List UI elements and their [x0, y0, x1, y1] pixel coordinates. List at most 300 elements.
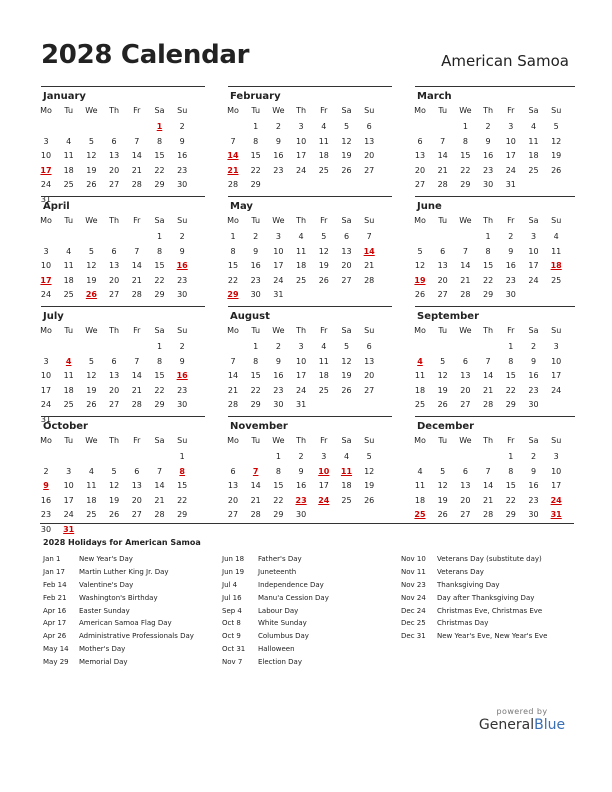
month-rule — [228, 306, 392, 307]
day-cell: 22 — [227, 275, 239, 285]
day-cell: 2 — [179, 342, 185, 351]
page-title: 2028 Calendar — [41, 40, 250, 70]
holiday-day-cell: 26 — [85, 290, 97, 300]
weekday-header: Fr — [133, 216, 141, 225]
weekday-header: Fr — [133, 106, 141, 115]
day-cell: 7 — [156, 466, 163, 476]
day-cell: 1 — [253, 342, 259, 351]
day-cell: 15 — [177, 481, 188, 491]
day-cell: 25 — [318, 385, 329, 395]
month-august — [228, 306, 392, 410]
day-cell: 13 — [437, 261, 448, 271]
day-cell: 29 — [505, 400, 516, 410]
day-cell: 1 — [253, 122, 259, 131]
day-cell: 22 — [460, 165, 471, 175]
day-cell: 26 — [341, 165, 352, 175]
holiday-date: Jan 1 — [43, 555, 61, 563]
day-cell: 14 — [483, 371, 494, 381]
holiday-date: Apr 26 — [43, 632, 67, 641]
day-cell: 29 — [154, 400, 165, 410]
weekday-header: Fr — [507, 436, 515, 445]
day-cell: 22 — [483, 275, 494, 285]
weekday-header: We — [85, 106, 98, 115]
holiday-name: New Year's Eve, New Year's Eve — [437, 632, 548, 641]
generalblue-logo[interactable] — [474, 716, 570, 734]
day-cell: 25 — [86, 510, 97, 520]
holiday-name: Day after Thanksgiving Day — [437, 593, 535, 602]
day-cell: 13 — [109, 371, 120, 381]
day-cell: 23 — [528, 385, 539, 395]
day-cell: 8 — [156, 246, 163, 256]
day-cell: 28 — [227, 180, 239, 190]
holiday-name: Christmas Day — [437, 619, 489, 628]
weekday-header: Su — [177, 436, 188, 445]
day-cell: 20 — [109, 385, 120, 395]
holiday-day-cell: 17 — [40, 275, 52, 285]
day-cell: 12 — [341, 356, 352, 366]
day-cell: 21 — [483, 495, 494, 505]
holiday-day-cell: 19 — [414, 275, 426, 285]
day-cell: 9 — [179, 356, 185, 366]
day-cell: 2 — [43, 466, 49, 476]
day-cell: 26 — [414, 290, 426, 300]
holiday-date: Nov 24 — [401, 593, 426, 602]
day-cell: 2 — [508, 232, 514, 241]
day-cell: 13 — [460, 481, 471, 491]
day-cell: 31 — [273, 290, 284, 300]
day-cell: 20 — [227, 495, 239, 505]
holiday-name: Christmas Eve, Christmas Eve — [437, 606, 543, 615]
weekday-header: Mo — [414, 436, 426, 445]
day-cell: 30 — [296, 510, 307, 520]
holiday-day-cell: 29 — [227, 290, 239, 300]
day-cell: 11 — [63, 151, 74, 161]
day-cell: 15 — [227, 261, 239, 271]
day-cell: 17 — [528, 261, 539, 271]
weekday-header: We — [85, 436, 98, 445]
day-cell: 1 — [156, 342, 163, 351]
day-cell: 27 — [341, 275, 352, 285]
month-october — [40, 416, 205, 534]
day-cell: 22 — [273, 495, 284, 505]
holiday-name: Thanksgiving Day — [437, 580, 500, 589]
day-cell: 21 — [131, 165, 142, 175]
day-cell: 20 — [341, 261, 352, 271]
weekday-header: Tu — [438, 216, 448, 225]
holiday-day-cell: 7 — [252, 466, 259, 476]
day-cell: 11 — [63, 261, 74, 271]
weekday-header: Su — [364, 216, 375, 225]
weekday-header: Mo — [227, 326, 239, 335]
day-cell: 1 — [508, 342, 514, 351]
month-september — [415, 306, 575, 410]
weekday-header: Tu — [251, 436, 261, 445]
day-cell: 18 — [63, 385, 74, 395]
day-cell: 30 — [177, 400, 188, 410]
weekday-header: Sa — [154, 216, 165, 225]
day-cell: 11 — [318, 356, 329, 366]
day-cell: 18 — [318, 151, 329, 161]
day-cell: 4 — [553, 232, 559, 241]
day-cell: 2 — [485, 122, 491, 131]
day-cell: 12 — [341, 136, 352, 146]
day-cell: 28 — [227, 400, 239, 410]
month-name: January — [43, 91, 86, 102]
weekday-header: We — [85, 216, 98, 225]
day-cell: 19 — [109, 495, 120, 505]
weekday-header: Su — [177, 326, 188, 335]
day-cell: 25 — [551, 275, 562, 285]
day-cell: 16 — [250, 261, 261, 271]
weekday-header: Su — [551, 326, 562, 335]
day-cell: 4 — [530, 122, 537, 131]
day-cell: 12 — [551, 136, 562, 146]
holiday-name: Veterans Day (substitute day) — [437, 555, 542, 563]
holiday-date: Oct 8 — [222, 619, 241, 628]
day-cell: 28 — [364, 275, 375, 285]
day-cell: 3 — [321, 452, 327, 461]
day-cell: 24 — [40, 290, 52, 300]
day-cell: 31 — [296, 400, 307, 410]
day-cell: 10 — [551, 466, 562, 476]
day-cell: 26 — [551, 165, 562, 175]
day-cell: 23 — [528, 495, 539, 505]
day-cell: 27 — [414, 180, 426, 190]
day-cell: 13 — [131, 481, 142, 491]
day-cell: 21 — [227, 385, 239, 395]
day-cell: 12 — [364, 466, 375, 476]
day-cell: 17 — [318, 481, 329, 491]
day-cell: 10 — [40, 151, 52, 161]
day-cell: 1 — [508, 452, 514, 461]
day-cell: 4 — [88, 466, 94, 476]
month-rule — [228, 196, 392, 197]
holiday-name: Columbus Day — [258, 632, 309, 641]
day-cell: 3 — [553, 342, 559, 351]
day-cell: 10 — [528, 246, 539, 256]
holiday-day-cell: 31 — [63, 525, 75, 534]
day-cell: 21 — [437, 165, 448, 175]
day-cell: 8 — [253, 356, 259, 366]
holiday-name: Administrative Professionals Day — [79, 632, 194, 641]
holiday-name: White Sunday — [258, 619, 307, 628]
holiday-date: Apr 17 — [43, 619, 67, 628]
day-cell: 2 — [253, 232, 259, 241]
day-cell: 28 — [437, 180, 448, 190]
day-cell: 14 — [483, 481, 494, 491]
day-cell: 5 — [88, 246, 94, 256]
weekday-header: Fr — [320, 326, 328, 335]
day-cell: 25 — [528, 165, 539, 175]
day-cell: 18 — [414, 385, 426, 395]
day-cell: 2 — [530, 342, 537, 351]
day-cell: 8 — [156, 356, 163, 366]
day-cell: 5 — [366, 452, 372, 461]
day-cell: 29 — [483, 290, 494, 300]
day-cell: 30 — [177, 290, 188, 300]
holiday-day-cell: 1 — [156, 122, 163, 131]
day-cell: 9 — [530, 356, 537, 366]
day-cell: 15 — [505, 371, 516, 381]
day-cell: 9 — [179, 136, 185, 146]
day-cell: 24 — [273, 275, 284, 285]
holiday-day-cell: 14 — [363, 246, 375, 256]
month-name: December — [417, 421, 475, 432]
holiday-name: American Samoa Flag Day — [79, 619, 172, 628]
day-cell: 10 — [505, 136, 516, 146]
day-cell: 2 — [530, 452, 537, 461]
day-cell: 19 — [318, 261, 329, 271]
holiday-date: Nov 7 — [222, 658, 243, 667]
day-cell: 20 — [131, 495, 142, 505]
holiday-day-cell: 23 — [295, 495, 307, 505]
month-rule — [228, 416, 392, 417]
day-cell: 8 — [508, 466, 514, 476]
day-cell: 8 — [485, 246, 491, 256]
day-cell: 27 — [460, 400, 471, 410]
holiday-day-cell: 24 — [550, 495, 562, 505]
day-cell: 3 — [43, 136, 49, 146]
weekday-header: Th — [109, 106, 120, 115]
month-rule — [415, 416, 575, 417]
day-cell: 22 — [250, 165, 261, 175]
day-cell: 26 — [341, 385, 352, 395]
day-cell: 20 — [414, 165, 426, 175]
day-cell: 15 — [460, 151, 471, 161]
weekday-header: Tu — [64, 216, 74, 225]
day-cell: 24 — [40, 400, 52, 410]
day-cell: 16 — [505, 261, 516, 271]
day-cell: 10 — [40, 261, 52, 271]
day-cell: 27 — [109, 180, 120, 190]
month-rule — [228, 86, 392, 87]
day-cell: 1 — [179, 452, 185, 461]
day-cell: 24 — [296, 165, 307, 175]
day-cell: 17 — [40, 385, 52, 395]
weekday-header: Th — [483, 436, 494, 445]
day-cell: 23 — [483, 165, 494, 175]
day-cell: 25 — [296, 275, 307, 285]
weekday-header: Su — [364, 436, 375, 445]
holiday-date: Nov 10 — [401, 555, 426, 563]
holiday-date: Jan 17 — [43, 567, 65, 576]
day-cell: 27 — [364, 385, 375, 395]
day-cell: 16 — [528, 481, 539, 491]
day-cell: 13 — [460, 371, 471, 381]
day-cell: 22 — [505, 495, 516, 505]
powered-by-text: powered by — [496, 707, 548, 716]
holiday-date: Oct 9 — [222, 632, 241, 641]
day-cell: 9 — [275, 356, 281, 366]
holiday-date: Dec 31 — [401, 632, 426, 641]
day-cell: 15 — [250, 371, 261, 381]
day-cell: 9 — [179, 246, 185, 256]
holiday-day-cell: 16 — [176, 261, 188, 271]
holiday-day-cell: 9 — [43, 481, 49, 491]
weekday-header: Sa — [341, 106, 352, 115]
day-cell: 20 — [437, 275, 448, 285]
day-cell: 15 — [154, 151, 165, 161]
day-cell: 12 — [414, 261, 426, 271]
day-cell: 24 — [551, 385, 562, 395]
weekday-header: Th — [109, 326, 120, 335]
day-cell: 8 — [275, 466, 281, 476]
weekday-header: Sa — [154, 326, 165, 335]
day-cell: 11 — [551, 246, 562, 256]
weekday-header: Mo — [40, 436, 52, 445]
day-cell: 14 — [250, 481, 261, 491]
day-cell: 11 — [63, 371, 74, 381]
day-cell: 9 — [275, 136, 281, 146]
weekday-header: Mo — [414, 106, 426, 115]
weekday-header: Th — [483, 326, 494, 335]
day-cell: 9 — [530, 466, 537, 476]
day-cell: 29 — [273, 510, 284, 520]
day-cell: 2 — [275, 342, 281, 351]
holiday-date: Apr 16 — [43, 606, 67, 615]
day-cell: 21 — [364, 261, 375, 271]
day-cell: 20 — [364, 371, 375, 381]
day-cell: 18 — [341, 481, 352, 491]
day-cell: 31 — [40, 415, 52, 424]
day-cell: 28 — [483, 510, 494, 520]
day-cell: 17 — [296, 371, 307, 381]
country-name: American Samoa — [441, 52, 569, 70]
day-cell: 24 — [40, 180, 52, 190]
day-cell: 15 — [154, 261, 165, 271]
weekday-header: Tu — [438, 436, 448, 445]
weekday-header: Su — [177, 216, 188, 225]
holiday-date: Nov 11 — [401, 567, 426, 576]
day-cell: 19 — [364, 481, 375, 491]
day-cell: 24 — [505, 165, 516, 175]
day-cell: 29 — [177, 510, 188, 520]
weekday-header: Th — [109, 216, 120, 225]
day-cell: 14 — [131, 151, 142, 161]
month-name: November — [230, 421, 288, 432]
holiday-day-cell: 25 — [414, 510, 426, 520]
month-rule — [41, 416, 205, 417]
day-cell: 23 — [177, 165, 188, 175]
day-cell: 13 — [364, 356, 375, 366]
day-cell: 6 — [111, 136, 117, 146]
weekday-header: Mo — [40, 216, 52, 225]
day-cell: 22 — [154, 275, 165, 285]
day-cell: 11 — [318, 136, 329, 146]
holiday-name: Martin Luther King Jr. Day — [79, 567, 169, 576]
day-cell: 27 — [109, 290, 120, 300]
month-june — [415, 196, 575, 300]
day-cell: 6 — [417, 136, 423, 146]
day-cell: 16 — [528, 371, 539, 381]
holidays-title: 2028 Holidays for American Samoa — [43, 538, 201, 547]
day-cell: 31 — [505, 180, 516, 190]
day-cell: 5 — [417, 246, 423, 256]
day-cell: 2 — [275, 122, 281, 131]
day-cell: 22 — [177, 495, 188, 505]
day-cell: 21 — [460, 275, 471, 285]
weekday-header: Mo — [227, 106, 239, 115]
day-cell: 12 — [437, 481, 448, 491]
day-cell: 14 — [131, 261, 142, 271]
month-name: June — [417, 201, 442, 212]
day-cell: 24 — [528, 275, 539, 285]
holiday-day-cell: 17 — [40, 165, 52, 175]
month-name: March — [417, 91, 452, 102]
day-cell: 4 — [66, 246, 72, 256]
day-cell: 3 — [275, 232, 281, 241]
day-cell: 13 — [364, 136, 375, 146]
day-cell: 23 — [40, 510, 52, 520]
day-cell: 18 — [528, 151, 539, 161]
day-cell: 29 — [250, 400, 261, 410]
day-cell: 5 — [111, 466, 117, 476]
weekday-header: We — [85, 326, 98, 335]
day-cell: 15 — [505, 481, 516, 491]
holiday-name: Labour Day — [258, 606, 299, 615]
weekday-header: Tu — [251, 106, 261, 115]
day-cell: 21 — [250, 495, 261, 505]
day-cell: 28 — [131, 290, 142, 300]
weekday-header: Sa — [341, 216, 352, 225]
day-cell: 6 — [111, 356, 117, 366]
day-cell: 2 — [179, 122, 185, 131]
day-cell: 3 — [43, 246, 49, 256]
holiday-name: Independence Day — [258, 580, 324, 589]
day-cell: 5 — [553, 122, 559, 131]
weekday-header: Th — [109, 436, 120, 445]
day-cell: 7 — [485, 466, 491, 476]
day-cell: 25 — [414, 400, 426, 410]
day-cell: 11 — [414, 481, 426, 491]
day-cell: 11 — [528, 136, 539, 146]
weekday-header: Th — [296, 436, 307, 445]
month-name: July — [43, 311, 64, 322]
day-cell: 25 — [63, 290, 74, 300]
day-cell: 27 — [227, 510, 239, 520]
weekday-header: Tu — [64, 436, 74, 445]
weekday-header: Sa — [528, 436, 539, 445]
holiday-day-cell: 11 — [340, 466, 353, 476]
weekday-header: Su — [364, 106, 375, 115]
day-cell: 21 — [154, 495, 165, 505]
holiday-date: Oct 31 — [222, 645, 246, 654]
day-cell: 27 — [109, 400, 120, 410]
brand-block — [474, 707, 570, 734]
day-cell: 26 — [318, 275, 329, 285]
weekday-header: Sa — [154, 436, 165, 445]
day-cell: 18 — [296, 261, 307, 271]
day-cell: 27 — [437, 290, 448, 300]
month-name: September — [417, 311, 479, 322]
weekday-header: Th — [483, 106, 494, 115]
day-cell: 7 — [366, 232, 372, 241]
day-cell: 13 — [414, 151, 426, 161]
day-cell: 10 — [551, 356, 562, 366]
month-rule — [415, 306, 575, 307]
weekday-header: Tu — [64, 106, 74, 115]
day-cell: 8 — [462, 136, 468, 146]
holiday-day-cell: 14 — [227, 151, 239, 161]
day-cell: 26 — [109, 510, 120, 520]
month-february — [228, 86, 392, 190]
weekday-header: Sa — [341, 326, 352, 335]
day-cell: 5 — [321, 232, 327, 241]
day-cell: 27 — [364, 165, 375, 175]
holiday-name: Easter Sunday — [79, 606, 130, 615]
day-cell: 28 — [154, 510, 165, 520]
day-cell: 16 — [296, 481, 307, 491]
